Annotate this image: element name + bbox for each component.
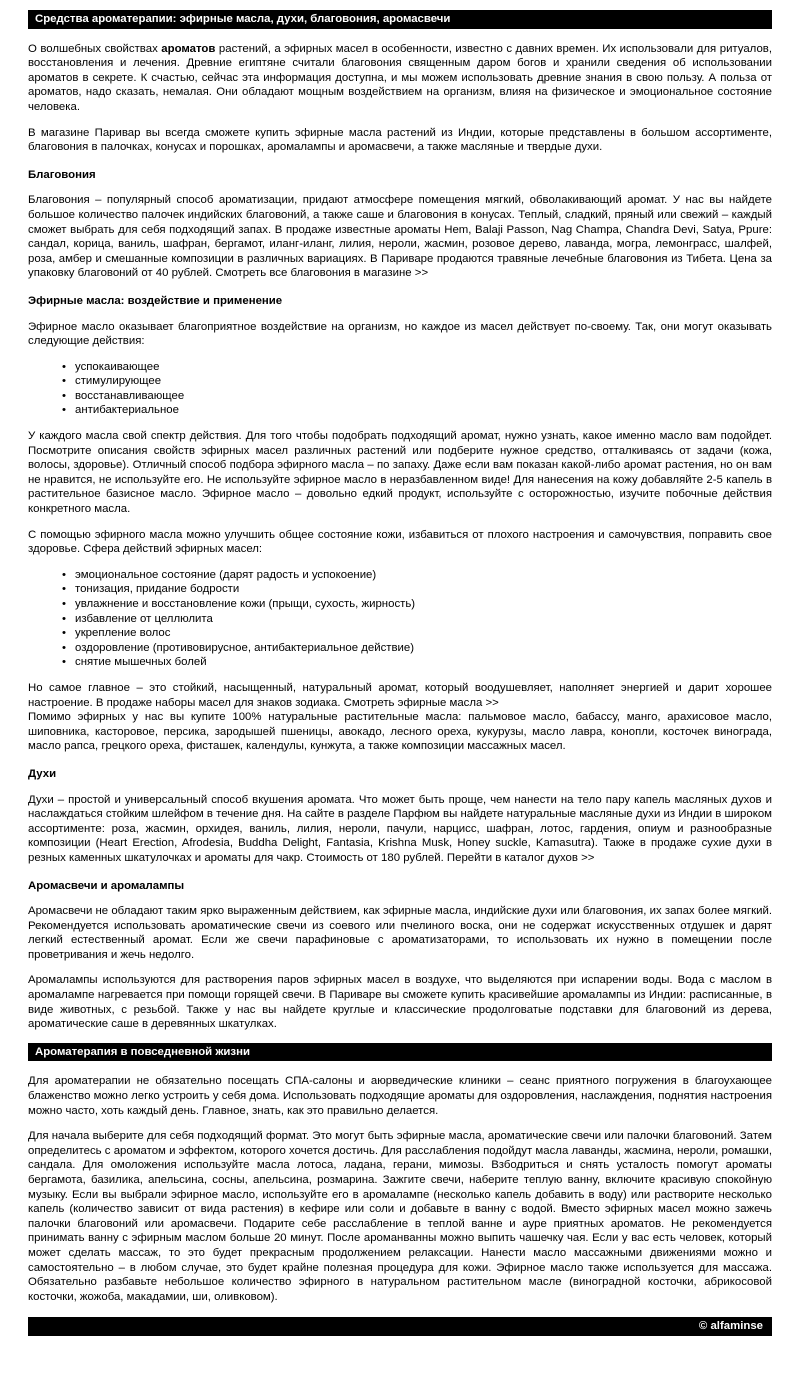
- incense-catalog-link[interactable]: Смотреть все благовония в магазине >>: [215, 267, 429, 280]
- list-item: • оздоровление (противовирусное, антибактериальное действие): [62, 641, 772, 656]
- perfume-catalog-link[interactable]: Перейти в каталог духов >>: [446, 851, 595, 864]
- footer-bar: [28, 1317, 772, 1336]
- daily-paragraph-1: Для ароматерапии не обязательно посещать СПА-салоны и аюрведические клиники – сеанс приятного погружения в благоухающее блаженство можно легко устроить у себя дома. Использовать подходящие ароматы для оздоровления, наслаждения, поднятия настроения можно часто, хоть каждый день. Главное, знать, как это правильно делается.: [28, 1075, 772, 1117]
- page-title: Средства ароматерапии: эфирные масла, духи, благовония, аромасвечи: [35, 13, 451, 25]
- list-item: • эмоциональное состояние (дарят радость и успокоение): [62, 568, 772, 583]
- copyright-text: © alfaminse: [698, 1320, 763, 1333]
- oils-paragraph-3: С помощью эфирного масла можно улучшить общее состояние кожи, избавиться от плохого настроения и самочувствия, поправить свое здоровье. Сфера действий эфирных масел:: [28, 528, 772, 556]
- intro-paragraph-2: В магазине Паривар вы всегда сможете купить эфирные масла растений из Индии, которые представлены в большом ассортименте, благовония в палочках, конусах и порошках, аромалампы и аромасвечи, а также масляные и твердые духи.: [28, 126, 772, 154]
- incense-text: Благовония – популярный способ ароматизации, придают атмосфере помещения мягкий, обволакивающий аромат. У нас вы найдете большое количество палочек индийских благовоний, а также саше и благовония в конусах. Теплый, сладкий, пряный или свежий – каждый сможет выбрать для себя подходящий запах. В продаже известные ароматы Hem, Balaji Passon, Nag Champa, Chandra Devi, Satya, Ppure: сандал, корица, ваниль, шафран, бергамот, иланг-иланг, лилия, нероли, жасмин, розовое дерево, лаванда, могра, лемонграсс, шалфей, роза, амбер и смешанные композиции в различных вариациях. В Париваре продаются травяные лечебные благовония из Тибета. Цена за упаковку благовоний от 40 рублей.: [28, 194, 772, 280]
- oils-paragraph-4: [28, 681, 772, 710]
- oils-catalog-link[interactable]: Смотреть эфирные масла >>: [343, 696, 499, 709]
- intro-text-rest: растений, а эфирных масел в особенности, известно с давних времен. Их использовали для ритуалов, восстановления и лечения. Древние египтяне считали благовония священным даром богов и хранили сведения об использовании ароматов в секрете. К счастью, сейчас эта информация доступна, и мы можем использовать древние знания в свою пользу. А польза от ароматов, надо сказать, немалая. Они обладают мощным воздействием на организм, влияя на физическое и эмоциональное состояние человека.: [28, 42, 773, 113]
- list-item: • увлажнение и восстановление кожи (прыщи, сухость, жирность): [62, 597, 772, 612]
- perfume-text: Духи – простой и универсальный способ вкушения аромата. Что может быть проще, чем нанести на тело пару капель масляных духов и наслаждаться стойким шлейфом в течение дня. На сайте в разделе Парфюм вы найдете натуральные масляные духи из Индии в широком ассортименте: роза, жасмин, орхидея, ваниль, лилия, нероли, пачули, нарцисс, шафран, лотос, гардения, опиум и разнообразные композиции (Heart Erection, Afrodesia, Buddha Delight, Fantasia, Krishna Musk, Honey suckle, Kamasutra). Также в продаже сухие духи в резных каменных шкатулочках и ароматы для чакр. Стоимость от 180 рублей.: [28, 793, 772, 864]
- daily-paragraph-2: Для начала выберите для себя подходящий формат. Это могут быть эфирные масла, ароматические свечи или палочки благовоний. Затем определитесь с ароматом и эффектом, которого хочется достичь. Для расслабления подойдут масла лаванды, жасмина, нероли, ромашки, сандала. Для омоложения используйте масла лотоса, ладана, герани, мимозы. Взбодриться и снять усталость помогут ароматы бергамота, базилика, апельсина, сосны, апельсина, розмарина. Зажгите свечи, наберите теплую ванну, включите красивую спокойную музыку. Если вы выбрали эфирное масло, используйте его в аромалампе (несколько капель добавить в воду) или растворите несколько капель (количество зависит от вида растения) в кефире или соли и добавьте в ванну с водой. Вместо эфирных масел можно зажечь палочки благовоний или аромасвечи. Подарите себе расслабление в теплой ванне и ауре приятных ароматов. Не рекомендуется принимать ванну с эфирным маслом больше 20 минут. После ароманванны можно выпить чашечку чая. Если у вас есть человек, который может сделать массаж, то это будет прекрасным продолжением релаксации. Нанести масло массажными движениями можно и самостоятельно – в любом случае, это будет крайне полезная процедура для кожи. Эфирное масло также используется для массажа. Обязательно разбавьте небольшое количество эфирного в натуральном растительном масле (виноградной косточки, абрикосовой косточки, жожоба, макадамии, ши, оливковом).: [28, 1130, 772, 1303]
- oils-spheres-list: [28, 568, 772, 670]
- oils-paragraph-5: Помимо эфирных у нас вы купите 100% натуральные растительные масла: пальмовое масло, бабассу, манго, арахисовое масло, шиповника, касторовое, персика, зародышей пшеницы, авокадо, лесного ореха, кукурузы, масло лавра, конопли, косточек винограда, масло рапса, грецкого ореха, фисташек, календулы, кунжута, а также композиции массажных масел.: [28, 711, 772, 753]
- page-title-bar: [28, 10, 772, 29]
- daily-section-bar: [28, 1043, 772, 1062]
- section-heading-candles: Аромасвечи и аромалампы: [28, 879, 185, 892]
- oils-paragraph-2: У каждого масла свой спектр действия. Для того чтобы подобрать подходящий аромат, нужно узнать, какое именно масло вам подойдет. Посмотрите описания свойств эфирных масел различных растений или подберите нужное средство, отталкиваясь от задачи (кожа, волосы, здоровье). Отличный способ подбора эфирного масла – по запаху. Даже если вам показан какой-либо аромат растения, но он вам не нравится, не используйте его. Не используйте эфирное масло в неразбавленном виде! Для нанесения на кожу добавляйте 2-5 капель в растительное базисное масло. Эфирное масло – довольно едкий продукт, используйте с осторожностью, изучите побочные действия конкретного масла.: [28, 430, 772, 516]
- intro-bold-word: ароматов: [161, 42, 216, 55]
- intro-paragraph-1: [28, 42, 772, 115]
- list-item: • укрепление волос: [62, 626, 772, 641]
- section-heading-incense: Благовония: [28, 168, 96, 181]
- oils-effects-list: [28, 360, 772, 418]
- list-item: • снятие мышечных болей: [62, 655, 772, 670]
- daily-section-title: Ароматерапия в повседневной жизни: [35, 1045, 250, 1058]
- list-item: • избавление от целлюлита: [62, 612, 772, 627]
- section-heading-oils: Эфирные масла: воздействие и применение: [28, 294, 283, 307]
- intro-text-start: О волшебных свойствах: [28, 42, 162, 55]
- list-item: • восстанавливающее: [62, 389, 772, 404]
- list-item: • стимулирующее: [62, 374, 772, 389]
- list-item: • антибактериальное: [62, 403, 772, 418]
- incense-paragraph: [28, 193, 772, 281]
- perfume-paragraph: [28, 793, 772, 866]
- oils-text-4: Но самое главное – это стойкий, насыщенный, натуральный аромат, который воодушевляет, наполняет энергией и дарит хорошее настроение. В продаже наборы масел для знаков зодиака.: [28, 681, 772, 709]
- oils-paragraph-1: Эфирное масло оказывает благоприятное воздействие на организм, но каждое из масел действует по-своему. Так, они могут оказывать следующие действия:: [28, 320, 772, 348]
- section-heading-perfume: Духи: [28, 767, 57, 780]
- list-item: • успокаивающее: [62, 360, 772, 375]
- candles-paragraph-2: Аромалампы используются для растворения паров эфирных масел в воздухе, что выделяются при испарении воды. Вода с маслом в аромалампе нагревается при помощи горящей свечи. В Париваре вы сможете купить красивейшие аромалампы из Индии: расписанные, в виде животных, с резьбой. Также у нас вы найдете круглые и классические продолговатые подставки для благовоний из дерева, ароматические саше в деревянных шкатулках.: [28, 974, 772, 1031]
- list-item: • тонизация, придание бодрости: [62, 582, 772, 597]
- candles-paragraph-1: Аромасвечи не обладают таким ярко выраженным действием, как эфирные масла, индийские духи или благовония, их запах более мягкий. Рекомендуется использовать ароматические свечи из соевого или пчелиного воска, они не содержат искусственных отдушек и дарят легкий естественный аромат. Если же свечи парафиновые с ароматизаторами, то использовать их нужно в помещении после проветривания и жечь недолго.: [28, 905, 772, 961]
